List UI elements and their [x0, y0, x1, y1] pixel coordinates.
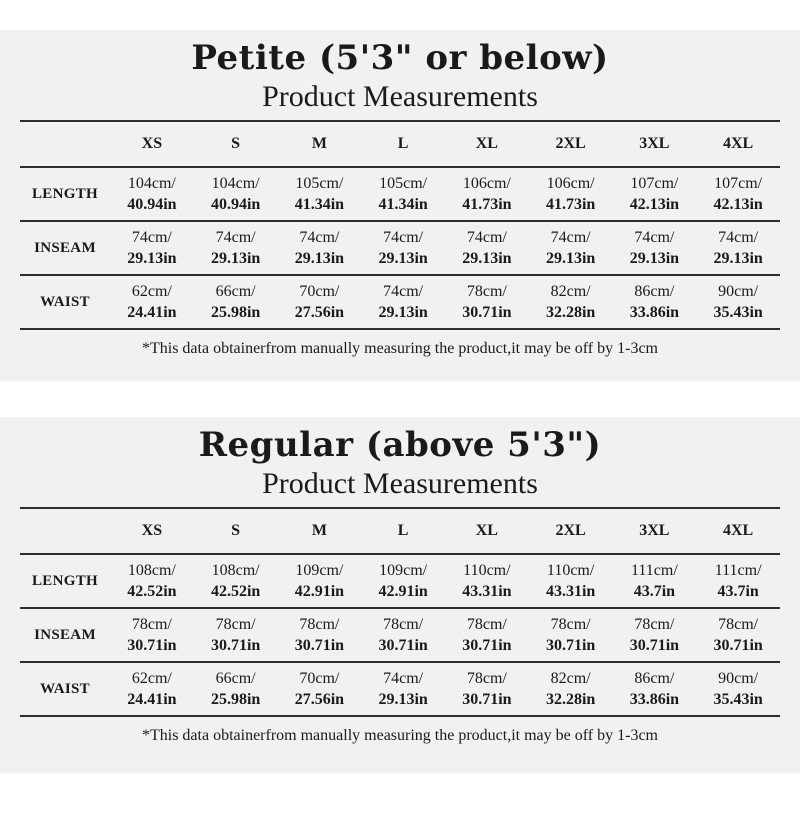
- petite-title: Petite (5'3" or below): [191, 38, 609, 78]
- in-value: 35.43in: [713, 691, 763, 708]
- corner-cell: [20, 508, 110, 554]
- measurement-cell: [110, 275, 194, 329]
- row-label: LENGTH: [32, 185, 98, 202]
- size-header-3xl: 3XL: [639, 135, 670, 152]
- measurement-cell: [613, 662, 697, 716]
- measurement-cell: [445, 554, 529, 608]
- measurement-cell: [194, 167, 278, 221]
- measurement-cell: [361, 662, 445, 716]
- regular-subtitle: Product Measurements: [262, 467, 538, 500]
- in-value: 29.13in: [294, 250, 345, 267]
- measurement-cell: [696, 662, 780, 716]
- measurement-cell: [529, 608, 613, 662]
- measurement-cell: [696, 275, 780, 329]
- in-value: 27.56in: [294, 304, 345, 321]
- row-label: WAIST: [40, 293, 90, 310]
- measurement-cell: [445, 221, 529, 275]
- in-value: 30.71in: [462, 304, 512, 321]
- size-header-s: S: [231, 135, 241, 152]
- cm-value: 78cm/: [383, 616, 424, 633]
- cm-value: 105cm/: [295, 175, 344, 192]
- size-header-s: S: [231, 522, 241, 539]
- in-value: 25.98in: [210, 304, 261, 321]
- cm-value: 90cm/: [718, 670, 759, 687]
- cm-value: 111cm/: [714, 562, 762, 579]
- in-value: 42.13in: [713, 196, 763, 213]
- measurement-cell: [445, 167, 529, 221]
- size-header-3xl: 3XL: [639, 522, 670, 539]
- cm-value: 109cm/: [295, 562, 344, 579]
- cm-value: 74cm/: [299, 229, 340, 246]
- cm-value: 86cm/: [634, 670, 675, 687]
- cm-value: 111cm/: [630, 562, 678, 579]
- cm-value: 74cm/: [634, 229, 675, 246]
- size-header-xs: XS: [141, 135, 163, 152]
- measurement-cell: [445, 608, 529, 662]
- cm-value: 74cm/: [383, 670, 424, 687]
- in-value: 42.13in: [629, 196, 680, 213]
- petite-subtitle: Product Measurements: [262, 80, 538, 113]
- corner-cell: [20, 121, 110, 167]
- cm-value: 74cm/: [215, 229, 256, 246]
- cm-value: 106cm/: [462, 175, 511, 192]
- petite-measurements-table: [20, 120, 780, 330]
- row-label: WAIST: [40, 680, 90, 697]
- in-value: 30.71in: [210, 637, 261, 654]
- cm-value: 82cm/: [550, 283, 591, 300]
- in-value: 41.34in: [294, 196, 345, 213]
- cm-value: 62cm/: [131, 283, 172, 300]
- measurement-cell: [278, 221, 362, 275]
- measurement-cell: [278, 554, 362, 608]
- measurement-cell: [613, 221, 697, 275]
- measurement-cell: [613, 167, 697, 221]
- measurement-cell: [110, 554, 194, 608]
- in-value: 30.71in: [545, 637, 596, 654]
- cm-value: 62cm/: [131, 670, 172, 687]
- in-value: 29.13in: [713, 250, 763, 267]
- in-value: 42.91in: [294, 583, 345, 600]
- cm-value: 108cm/: [127, 562, 176, 579]
- in-value: 32.28in: [545, 691, 596, 708]
- cm-value: 66cm/: [215, 670, 256, 687]
- regular-measurements-table: [20, 507, 780, 717]
- row-label: LENGTH: [32, 572, 98, 589]
- in-value: 40.94in: [127, 196, 177, 213]
- in-value: 43.7in: [717, 583, 759, 600]
- in-value: 29.13in: [462, 250, 512, 267]
- measurement-cell: [613, 275, 697, 329]
- measurement-cell: [529, 167, 613, 221]
- cm-value: 106cm/: [546, 175, 595, 192]
- in-value: 29.13in: [210, 250, 261, 267]
- cm-value: 82cm/: [550, 670, 591, 687]
- in-value: 42.52in: [127, 583, 177, 600]
- in-value: 33.86in: [629, 304, 680, 321]
- size-header-m: M: [311, 522, 327, 539]
- measurement-row-length: [20, 167, 780, 221]
- regular-section: [0, 417, 800, 773]
- regular-title: Regular (above 5'3"): [198, 425, 602, 465]
- measurement-cell: [361, 221, 445, 275]
- cm-value: 70cm/: [299, 283, 340, 300]
- size-header-l: L: [397, 522, 409, 539]
- cm-value: 74cm/: [718, 229, 759, 246]
- measurement-row-inseam: [20, 608, 780, 662]
- in-value: 29.13in: [127, 250, 177, 267]
- measurement-cell: [696, 167, 780, 221]
- cm-value: 78cm/: [466, 616, 507, 633]
- cm-value: 74cm/: [550, 229, 591, 246]
- in-value: 42.91in: [378, 583, 428, 600]
- measurement-cell: [110, 221, 194, 275]
- size-header-xl: XL: [475, 522, 498, 539]
- measurement-cell: [194, 275, 278, 329]
- measurement-cell: [529, 275, 613, 329]
- in-value: 42.52in: [210, 583, 261, 600]
- cm-value: 86cm/: [634, 283, 675, 300]
- regular-footnote: *This data obtainerfrom manually measuring the product,it may be off by 1-3cm: [141, 727, 658, 744]
- in-value: 40.94in: [210, 196, 261, 213]
- size-header-4xl: 4XL: [723, 135, 754, 152]
- measurement-cell: [110, 662, 194, 716]
- measurement-cell: [278, 275, 362, 329]
- cm-value: 110cm/: [546, 562, 595, 579]
- size-header-2xl: 2XL: [555, 522, 586, 539]
- in-value: 35.43in: [713, 304, 763, 321]
- petite-footnote: *This data obtainerfrom manually measuring the product,it may be off by 1-3cm: [141, 340, 658, 357]
- measurement-cell: [696, 554, 780, 608]
- cm-value: 78cm/: [634, 616, 675, 633]
- measurement-cell: [361, 608, 445, 662]
- measurement-cell: [696, 221, 780, 275]
- in-value: 30.71in: [462, 637, 512, 654]
- measurement-cell: [529, 554, 613, 608]
- measurement-cell: [361, 275, 445, 329]
- measurement-cell: [529, 221, 613, 275]
- in-value: 24.41in: [127, 304, 177, 321]
- in-value: 30.71in: [462, 691, 512, 708]
- in-value: 25.98in: [210, 691, 261, 708]
- measurement-cell: [445, 662, 529, 716]
- in-value: 24.41in: [127, 691, 177, 708]
- measurement-cell: [445, 275, 529, 329]
- measurement-cell: [278, 662, 362, 716]
- in-value: 43.7in: [633, 583, 676, 600]
- in-value: 29.13in: [378, 304, 428, 321]
- cm-value: 78cm/: [718, 616, 759, 633]
- in-value: 29.13in: [378, 250, 428, 267]
- measurement-cell: [110, 167, 194, 221]
- cm-value: 74cm/: [383, 229, 424, 246]
- in-value: 41.73in: [545, 196, 596, 213]
- size-header-2xl: 2XL: [555, 135, 586, 152]
- cm-value: 108cm/: [211, 562, 260, 579]
- petite-section: [0, 30, 800, 381]
- cm-value: 78cm/: [299, 616, 340, 633]
- measurement-cell: [278, 608, 362, 662]
- measurement-cell: [194, 554, 278, 608]
- cm-value: 74cm/: [131, 229, 172, 246]
- in-value: 30.71in: [378, 637, 428, 654]
- cm-value: 110cm/: [463, 562, 511, 579]
- in-value: 27.56in: [294, 691, 345, 708]
- cm-value: 78cm/: [550, 616, 591, 633]
- measurement-cell: [529, 662, 613, 716]
- measurement-row-waist: [20, 275, 780, 329]
- size-header-4xl: 4XL: [723, 522, 754, 539]
- in-value: 29.13in: [378, 691, 428, 708]
- in-value: 41.34in: [378, 196, 428, 213]
- measurement-row-length: [20, 554, 780, 608]
- measurement-row-inseam: [20, 221, 780, 275]
- in-value: 30.71in: [127, 637, 177, 654]
- in-value: 30.71in: [294, 637, 345, 654]
- in-value: 30.71in: [713, 637, 763, 654]
- in-value: 43.31in: [462, 583, 512, 600]
- cm-value: 105cm/: [379, 175, 428, 192]
- cm-value: 109cm/: [379, 562, 428, 579]
- cm-value: 74cm/: [466, 229, 507, 246]
- measurement-cell: [194, 662, 278, 716]
- measurement-cell: [194, 608, 278, 662]
- measurement-cell: [194, 221, 278, 275]
- in-value: 30.71in: [629, 637, 680, 654]
- measurement-cell: [696, 608, 780, 662]
- in-value: 43.31in: [545, 583, 596, 600]
- measurement-row-waist: [20, 662, 780, 716]
- measurement-cell: [110, 608, 194, 662]
- measurement-cell: [361, 167, 445, 221]
- cm-value: 104cm/: [127, 175, 176, 192]
- size-header-m: M: [311, 135, 327, 152]
- cm-value: 107cm/: [630, 175, 679, 192]
- in-value: 29.13in: [545, 250, 596, 267]
- row-label: INSEAM: [34, 239, 96, 256]
- cm-value: 78cm/: [215, 616, 256, 633]
- measurement-cell: [613, 608, 697, 662]
- measurement-cell: [613, 554, 697, 608]
- cm-value: 74cm/: [383, 283, 424, 300]
- in-value: 32.28in: [545, 304, 596, 321]
- cm-value: 78cm/: [466, 283, 507, 300]
- cm-value: 70cm/: [299, 670, 340, 687]
- in-value: 29.13in: [629, 250, 680, 267]
- cm-value: 78cm/: [466, 670, 507, 687]
- cm-value: 78cm/: [131, 616, 172, 633]
- cm-value: 107cm/: [714, 175, 763, 192]
- in-value: 41.73in: [462, 196, 512, 213]
- cm-value: 104cm/: [211, 175, 260, 192]
- measurement-cell: [278, 167, 362, 221]
- size-header-l: L: [397, 135, 409, 152]
- row-label: INSEAM: [34, 626, 96, 643]
- size-header-xl: XL: [475, 135, 498, 152]
- cm-value: 66cm/: [215, 283, 256, 300]
- in-value: 33.86in: [629, 691, 680, 708]
- cm-value: 90cm/: [718, 283, 759, 300]
- measurement-cell: [361, 554, 445, 608]
- size-header-xs: XS: [141, 522, 163, 539]
- size-header-row: [20, 508, 780, 554]
- size-header-row: [20, 121, 780, 167]
